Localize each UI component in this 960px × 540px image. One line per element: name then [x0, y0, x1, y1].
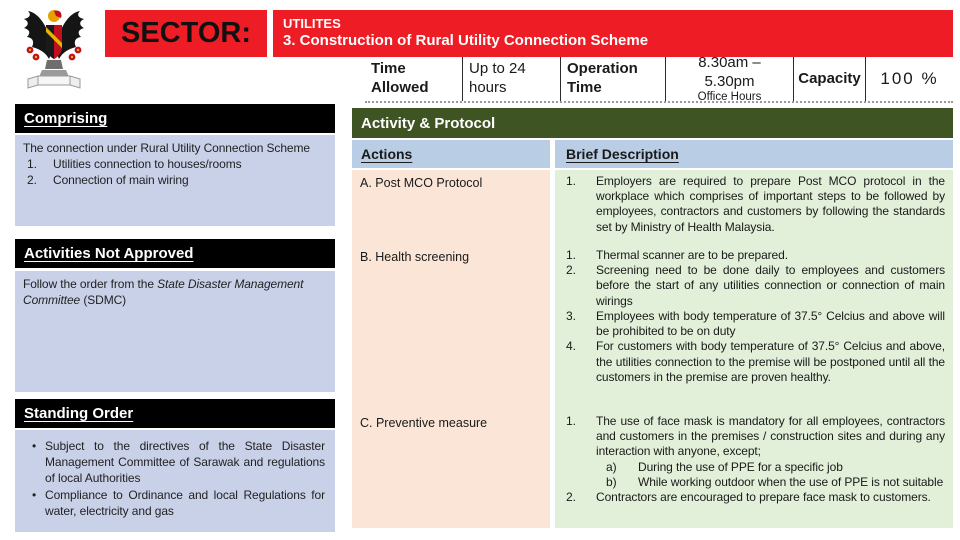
table-row	[352, 410, 953, 528]
protocol-table	[352, 170, 953, 528]
item-number: 1.	[566, 414, 576, 428]
item-number: 1.	[566, 248, 576, 262]
operation-time-label: Operation Time	[560, 57, 665, 101]
action-cell: B. Health screening	[352, 244, 550, 410]
bullet-icon: •	[31, 488, 37, 503]
comprising-title: Comprising	[24, 110, 108, 127]
table-row	[352, 244, 953, 410]
item-text: Employers are required to prepare Post MCO protocol in the workplace which comprises of important steps to be followed by employees, contractors and customers by following the standards set by Ministry of Health Malaysia.	[596, 174, 945, 234]
subitem-text: During the use of PPE for a specific job	[638, 459, 843, 474]
item-number: 2.	[566, 263, 576, 278]
actions-column-label: Actions	[361, 146, 413, 162]
item-number: 1.	[566, 174, 576, 188]
description-subitem	[606, 460, 945, 475]
subitem-letter: a)	[606, 459, 617, 474]
description-item	[566, 414, 945, 460]
description-item	[566, 263, 945, 309]
standing-order-body	[15, 430, 335, 532]
item-text: Screening need to be done daily to employees and customers before the start of any utilities connection or connection of main wirings	[596, 263, 945, 308]
action-cell: C. Preventive measure	[352, 410, 550, 528]
sector-title-block	[273, 10, 953, 57]
list-item-text: Utilities connection to houses/rooms	[53, 156, 242, 171]
standing-order-header	[15, 399, 335, 428]
subitem-letter: b)	[606, 474, 617, 489]
item-number: 2.	[566, 490, 576, 505]
description-item	[566, 309, 945, 339]
comprising-header	[15, 104, 335, 133]
list-item-number: 1.	[27, 156, 37, 171]
description-subitem	[606, 475, 945, 490]
capacity-label: Capacity	[793, 57, 865, 101]
sector-label	[105, 10, 267, 57]
description-item	[566, 248, 945, 263]
operation-hours-note: Office Hours	[697, 91, 762, 104]
item-text: For customers with body temperature of 37.5° Celcius and above, the utilities connection to the premise will be postponed until all the customers in the premise are proven healthy.	[596, 339, 945, 384]
item-text: Employees with body temperature of 37.5° Celcius and above will be prohibited to be on duty	[596, 308, 945, 339]
bullet-text: Subject to the directives of the State Disaster Management Committee of Sarawak and regulations of local Authorities	[45, 439, 325, 485]
subitem-text: While working outdoor when the use of PPE is not suitable	[638, 474, 944, 489]
activity-protocol-header: Activity & Protocol	[352, 108, 953, 138]
description-cell	[555, 170, 953, 244]
list-item-text: Connection of main wiring	[53, 172, 189, 187]
activities-not-approved-header	[15, 239, 335, 268]
item-text: Contractors are encouraged to prepare face mask to customers.	[596, 490, 931, 505]
operation-time-value	[665, 53, 793, 104]
item-text: Thermal scanner are to be prepared.	[596, 248, 788, 262]
sector-category: UTILITES	[283, 16, 341, 31]
crest-icon	[16, 3, 92, 95]
description-cell	[555, 244, 953, 410]
operation-hours: 8.30am – 5.30pm	[698, 53, 761, 90]
activities-not-approved-title: Activities Not Approved	[24, 245, 194, 262]
description-item	[566, 339, 945, 385]
info-bar	[365, 53, 953, 104]
list-item	[23, 157, 327, 173]
comprising-intro: The connection under Rural Utility Connection Scheme	[23, 141, 310, 155]
table-row	[352, 170, 953, 244]
sector-label-text: SECTOR:	[121, 17, 251, 49]
bullet-item	[23, 439, 327, 486]
not-approved-committee: State Disaster Management Committee	[23, 277, 304, 307]
description-column-header	[555, 140, 953, 168]
comprising-body	[15, 135, 335, 226]
standing-order-title: Standing Order	[24, 405, 134, 422]
not-approved-text: Follow the order from the	[23, 277, 158, 291]
not-approved-suffix: (SDMC)	[80, 292, 127, 307]
action-cell: A. Post MCO Protocol	[352, 170, 550, 244]
sector-title: 3. Construction of Rural Utility Connection Scheme	[283, 32, 649, 50]
description-item	[566, 174, 945, 235]
list-item-number: 2.	[27, 172, 37, 187]
sector-banner	[105, 10, 953, 57]
sarawak-crest-logo	[16, 3, 92, 95]
description-cell	[555, 410, 953, 528]
time-allowed-label: Time Allowed	[371, 60, 429, 96]
item-number: 4.	[566, 339, 576, 354]
bullet-text: Compliance to Ordinance and local Regulations for water, electricity and gas	[45, 488, 325, 519]
description-column-label: Brief Description	[566, 146, 679, 162]
actions-column-header	[352, 140, 550, 168]
item-number: 3.	[566, 308, 576, 323]
bullet-icon: •	[31, 439, 37, 453]
protocol-column-headers	[352, 140, 953, 168]
list-item	[23, 173, 327, 189]
description-item	[566, 490, 945, 505]
activities-not-approved-body	[15, 271, 335, 392]
time-allowed-value: Up to 24 hours	[462, 57, 560, 101]
bullet-item	[23, 488, 327, 520]
item-text: The use of face mask is mandatory for all employees, contractors and customers in the premises / construction sites and during any interaction with anyone, except;	[596, 414, 945, 459]
capacity-value: 100 %	[865, 57, 953, 101]
